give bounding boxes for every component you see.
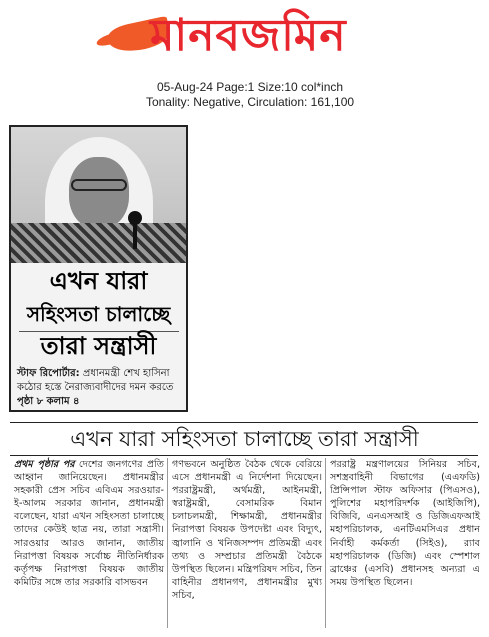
photo-face xyxy=(69,157,129,229)
prime-minister-photo xyxy=(11,127,186,263)
clip-headline-line-2: সহিংসতা চালাচ্ছে xyxy=(26,302,171,326)
clip-headline-line-1: এখন যারা xyxy=(49,267,148,295)
headline-bottom-rule xyxy=(10,455,478,456)
clip-intro: প্রধানমন্ত্রী শেখ হাসিনা কঠোর হস্তে নৈরাজ্যবাদীদের দমন করতে xyxy=(17,368,174,393)
continuation-lead: প্রথম পৃষ্ঠার পর xyxy=(14,459,75,470)
clip-intro-text xyxy=(17,367,183,409)
column-1-text: দেশের জনগণের প্রতি আহ্বান জানিয়েছেন। প্রধানমন্ত্রীর সহকারী প্রেস সচিব এবিএম সরওয়ার-ই-আলম সরকার জানান, প্রধানমন্ত্রী বলেছেন, যারা এখন সহিংসতা চালাচ্ছে তাদের কেউই ছাত্র নয়, তারা সন্ত্রাসী। সারওয়ার আরও জানান, জাতীয় নিরাপত্তা বিষয়ক সর্বোচ্চ নীতিনির্ধারক কর্তৃপক্ষ নিরাপত্তা বিষয়ক জাতীয় কমিটির সঙ্গে তার সরকারি বাসভবন xyxy=(14,459,165,588)
front-page-clipping xyxy=(9,125,188,412)
article-headline: এখন যারা সহিংসতা চালাচ্ছে তারা সন্ত্রাসী xyxy=(70,427,419,451)
masthead xyxy=(0,0,489,78)
column-separator xyxy=(325,458,326,628)
photo-shawl xyxy=(11,223,186,263)
article-column-3: পররাষ্ট্র মন্ত্রণালয়ের সিনিয়র সচিব, সশস্ত্রবাহিনী বিভাগের (এএফডি) প্রিন্সিপাল স্টাফ অফিসার (পিএসও), পুলিশের মহাপরিদর্শক (আইজিপি), বিজিবি, এনএসআই ও ডিজিএফআই মহাপরিচালক, এনটিএমসিএর প্রধান নির্বাহী কর্মকর্তা (সিইও), র‌্যাব মহাপরিচালক (ডিজি) এবং স্পেশাল ব্রাঞ্চের (এসবি) প্রধানসহ অন্যরা এ সময় উপস্থিত ছিলেন। xyxy=(330,459,480,588)
clip-page-reference: পৃষ্ঠা ৮ কলাম ৪ xyxy=(17,396,80,407)
article-column-2: গণভবনে অনুষ্ঠিত বৈঠক থেকে বেরিয়ে এসে প্রধানমন্ত্রী এ নির্দেশনা দিয়েছেন। পররাষ্ট্রমন্ত্রী, অর্থমন্ত্রী, আইনমন্ত্রী, স্বরাষ্ট্রমন্ত্রী, বেসামরিক বিমান চলাচলমন্ত্রী, শিক্ষামন্ত্রী, প্রধানমন্ত্রীর নিরাপত্তা বিষয়ক উপদেষ্টা এবং বিদ্যুৎ, জ্বালানি ও খনিজসম্পদ প্রতিমন্ত্রী এবং তথ্য ও সম্প্রচার প্রতিমন্ত্রী বৈঠকে উপস্থিত ছিলেন। মন্ত্রিপরিষদ সচিব, তিন বাহিনীর প্রধানগণ, প্রধানমন্ত্রীর মুখ্য সচিব, xyxy=(172,459,322,601)
article-column-1 xyxy=(14,458,164,589)
clipping-meta-date-size: 05-Aug-24 Page:1 Size:10 col*inch xyxy=(156,80,344,94)
newspaper-logo: মানবজমিন xyxy=(150,10,347,61)
clip-byline: স্টাফ রিপোর্টার: xyxy=(17,368,80,379)
headline-top-rule xyxy=(10,422,478,423)
clipping-meta-tonality: Tonality: Negative, Circulation: 161,100 xyxy=(145,95,355,109)
clip-headline-line-3: তারা সন্ত্রাসী xyxy=(40,332,157,360)
photo-glasses xyxy=(71,179,127,191)
column-separator xyxy=(167,458,168,628)
microphone-stand xyxy=(133,219,137,249)
